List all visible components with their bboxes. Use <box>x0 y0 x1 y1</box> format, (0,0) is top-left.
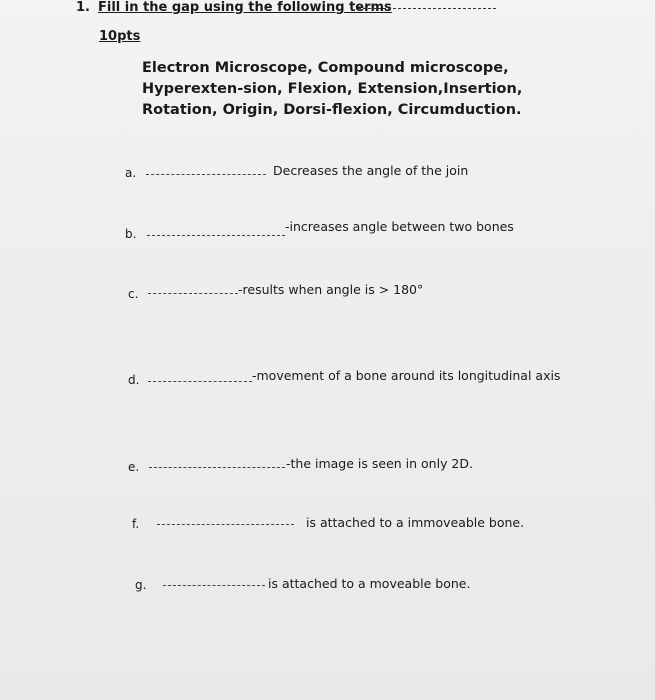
item-text-b: -increases angle between two bones <box>285 219 514 234</box>
item-text-f: is attached to a immoveable bone. <box>306 515 525 530</box>
blank-g[interactable] <box>163 585 265 586</box>
points-label: 10pts <box>99 29 141 44</box>
item-letter-f: f. <box>132 517 140 531</box>
item-letter-c: c. <box>128 287 139 301</box>
question-number: 1. <box>76 0 90 15</box>
item-text-g: is attached to a moveable bone. <box>268 576 471 591</box>
item-text-c: -results when angle is > 180° <box>238 282 424 297</box>
item-text-d: -movement of a bone around its longitudinal axis <box>252 368 561 383</box>
item-letter-b: b. <box>125 227 137 241</box>
item-letter-e: e. <box>128 460 140 474</box>
heading-dashed-line <box>358 8 496 9</box>
blank-e[interactable] <box>149 467 285 468</box>
item-text-e: -the image is seen in only 2D. <box>286 456 473 471</box>
blank-c[interactable] <box>148 293 238 294</box>
question-heading: Fill in the gap using the following terms <box>98 0 392 15</box>
term-list: Electron Microscope, Compound microscope, Hyperexten-sion, Flexion, Extension,Insertion, Rotation, Origin, Dorsi-flexion, Circumduction. <box>142 60 523 118</box>
item-letter-g: g. <box>135 578 147 592</box>
blank-d[interactable] <box>148 381 252 382</box>
blank-b[interactable] <box>147 235 285 236</box>
item-letter-a: a. <box>125 166 137 180</box>
item-letter-d: d. <box>128 373 140 387</box>
blank-a[interactable] <box>146 174 266 175</box>
blank-f[interactable] <box>157 524 294 525</box>
item-text-a: Decreases the angle of the join <box>273 163 469 178</box>
